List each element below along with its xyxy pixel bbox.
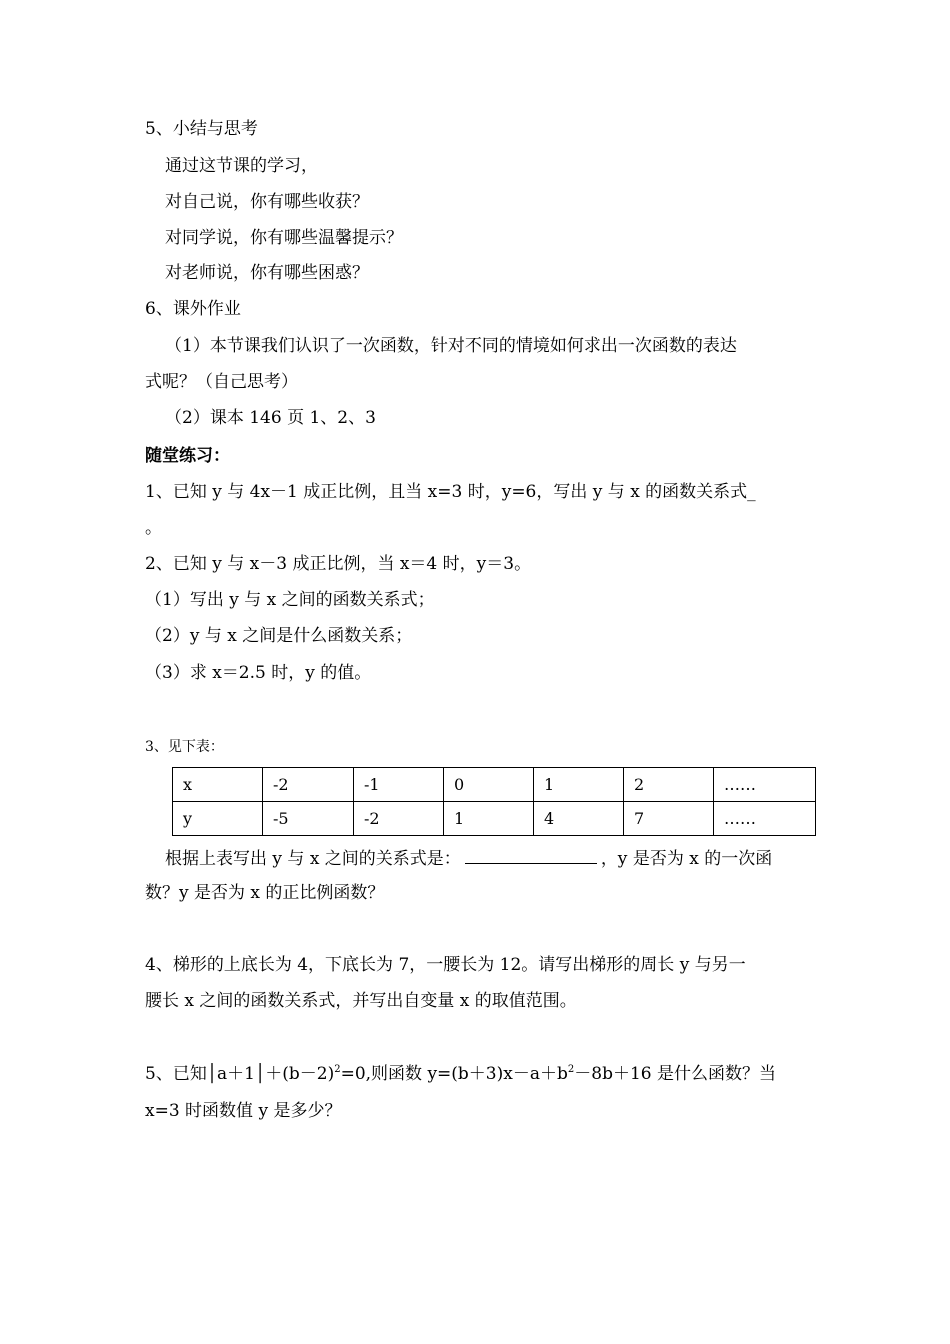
summary-line: 通过这节课的学习， [165,156,318,176]
question-4-cont: 腰长 x 之间的函数关系式，并写出自变量 x 的取值范围。 [145,991,577,1011]
answer-blank [465,845,597,864]
question-2-sub: （1）写出 y 与 x 之间的函数关系式； [145,590,435,610]
question-3-prompt [165,845,772,870]
question-2-sub: （3）求 x＝2.5 时，y 的值。 [145,663,372,683]
question-4: 4、梯形的上底长为 4，下底长为 7，一腰长为 12。请写出梯形的周长 y 与另一 [145,955,746,975]
table-cell: 4 [534,802,624,836]
question-5-text-b: =0,则函数 y=(b＋3)x－a＋b [340,1064,568,1084]
summary-line: 对老师说，你有哪些困惑？ [165,263,369,283]
table-row [173,768,816,802]
exponent: 2 [567,1064,575,1075]
homework-item-1-cont: 式呢？（自己思考） [145,372,298,392]
table-cell: …… [714,768,816,802]
question-1: 1、已知 y 与 4x－1 成正比例，且当 x=3 时，y=6，写出 y 与 x 的函数关系式_ [145,482,756,502]
table-cell: 7 [624,802,714,836]
question-2-sub: （2）y 与 x 之间是什么函数关系； [145,626,413,646]
homework-item-2: （2）课本 146 页 1、2、3 [165,408,376,428]
table-cell: 2 [624,768,714,802]
table-cell: 0 [444,768,534,802]
table-cell: x [173,768,263,802]
data-table [172,767,816,836]
table-row [173,802,816,836]
table-cell: -2 [263,768,354,802]
question-5-cont: x=3 时函数值 y 是多少？ [145,1101,342,1121]
question-5 [145,1063,776,1085]
exponent: 2 [334,1064,341,1075]
practice-title: 随堂练习： [145,446,230,466]
summary-line: 对同学说，你有哪些温馨提示？ [165,228,403,248]
question-3-text-a: 根据上表写出 y 与 x 之间的关系式是： [165,849,461,869]
table-cell: 1 [444,802,534,836]
table-cell: -5 [263,802,354,836]
summary-heading: 5、小结与思考 [145,119,258,139]
table-cell: -1 [354,768,444,802]
question-3-text-b: ，y 是否为 x 的一次函 [600,849,773,869]
question-3-prompt-cont: 数？y 是否为 x 的正比例函数？ [145,883,385,903]
homework-heading: 6、课外作业 [145,299,241,319]
question-2: 2、已知 y 与 x－3 成正比例，当 x＝4 时，y＝3。 [145,554,532,574]
table-cell: y [173,802,263,836]
table-cell: -2 [354,802,444,836]
question-5-text-a: 5、已知│a＋1│＋(b－2) [145,1064,335,1084]
question-5-text-c: －8b＋16 是什么函数？当 [574,1064,776,1084]
table-cell: …… [714,802,816,836]
question-1-cont: 。 [145,518,162,538]
homework-item-1: （1）本节课我们认识了一次函数，针对不同的情境如何求出一次函数的表达 [165,336,737,356]
table-cell: 1 [534,768,624,802]
question-3: 3、见下表： [145,739,224,755]
summary-line: 对自己说，你有哪些收获？ [165,192,369,212]
